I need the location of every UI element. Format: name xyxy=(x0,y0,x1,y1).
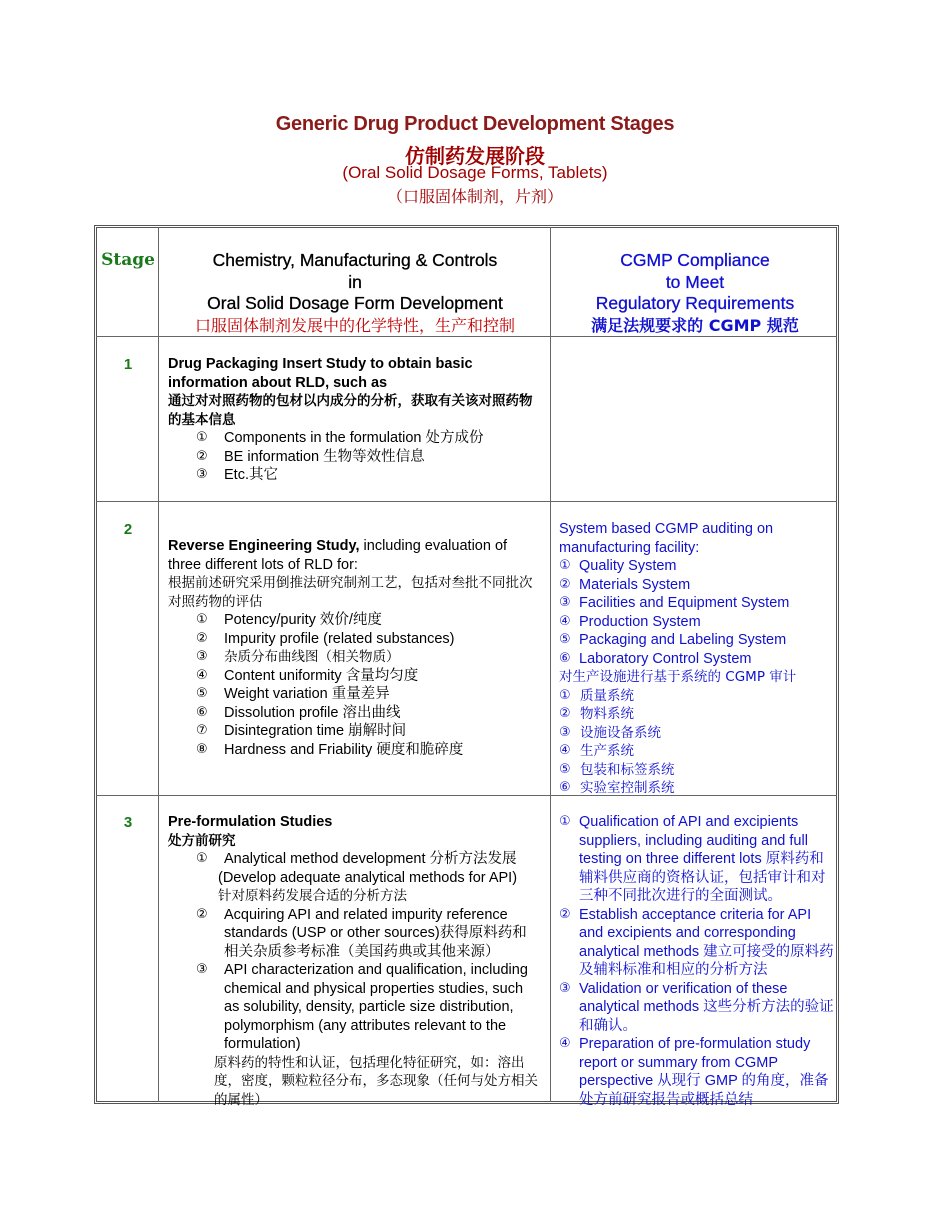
cmc-list-item xyxy=(168,630,544,649)
cgmp-list-item xyxy=(559,576,834,595)
cmc-intro-bold: Reverse Engineering Study, xyxy=(168,538,360,554)
cmc-list-item-text: (Develop adequate analytical methods for API) xyxy=(218,869,518,886)
cgmp-list-item-text: 质量系统 xyxy=(580,687,634,704)
circled-number-marker: ⑥ xyxy=(559,650,571,666)
circled-number-marker: ③ xyxy=(559,980,571,996)
cmc-list-item-text: Impurity profile (related substances) xyxy=(224,630,455,647)
stage-number: 2 xyxy=(123,521,133,538)
cgmp-list-item-text: 物料系统 xyxy=(580,706,634,722)
cgmp-list-item-text: 包装和标签系统 xyxy=(580,761,675,778)
cgmp-list-item-text: Qualification of API and excipients suppliers, including auditing and full testing on three different lots 原料药和辅料供应商的资格认证，包括审计和对三种不同批次进行的全面测试。 xyxy=(579,814,826,904)
cmc-list-item-text: API characterization and qualification, including chemical and physical properties studies, such as solubility, density, particle size distribution, polymorphism (any attributes relevant to the formulation) xyxy=(224,962,528,1052)
cmc-list-item-text: BE information 生物等效性信息 xyxy=(224,448,425,465)
circled-number-marker: ⑤ xyxy=(196,686,208,701)
cgmp-list-item xyxy=(559,631,834,650)
cmc-list-item xyxy=(168,667,544,686)
document-subtitle: (Oral Solid Dosage Forms, Tablets) xyxy=(342,163,608,182)
cgmp-list-item xyxy=(559,557,834,576)
column-divider xyxy=(550,227,551,1102)
row-divider xyxy=(96,336,837,337)
column-divider xyxy=(158,227,159,1102)
cmc-list-item-text: Disintegration time 崩解时间 xyxy=(224,723,407,739)
document-subtitle-cn: （口服固体制剂，片剂） xyxy=(386,187,563,206)
circled-number-marker: ① xyxy=(196,430,208,445)
cgmp-list-item xyxy=(559,742,834,761)
circled-number-marker: ④ xyxy=(559,613,571,629)
cmc-list-item xyxy=(168,611,544,630)
cmc-list-item-text: 杂质分布曲线图（相关物质） xyxy=(224,649,400,665)
cgmp-list-item-text: Laboratory Control System xyxy=(579,650,752,667)
cmc-list-item-text: Content uniformity 含量均匀度 xyxy=(224,667,419,684)
circled-number-marker: ⑥ xyxy=(559,780,571,795)
circled-number-marker: ① xyxy=(559,814,571,829)
cgmp-list-item xyxy=(559,779,834,798)
header-cmc-cn: 口服固体制剂发展中的化学特性，生产和控制 xyxy=(194,315,515,335)
circled-number-marker: ③ xyxy=(196,962,208,977)
circled-number-marker: ② xyxy=(196,630,208,646)
cgmp-list-item xyxy=(559,761,834,780)
cmc-list-item xyxy=(168,429,544,448)
stage-number: 3 xyxy=(123,814,133,831)
circled-number-marker: ② xyxy=(196,906,208,922)
cgmp-list-item-text: 生产系统 xyxy=(580,743,634,759)
circled-number-marker: ⑥ xyxy=(196,704,208,720)
header-cgmp-cn: 满足法规要求的 CGMP 规范 xyxy=(591,315,799,335)
cgmp-cell xyxy=(559,520,834,798)
circled-number-marker: ③ xyxy=(196,649,208,664)
cgmp-system-list xyxy=(559,557,834,668)
circled-number-marker: ④ xyxy=(559,1036,571,1051)
cmc-list-item-text: Dissolution profile 溶出曲线 xyxy=(224,704,401,721)
cmc-intro: Pre-formulation Studies xyxy=(168,814,333,830)
cmc-cell xyxy=(168,355,544,485)
cgmp-list-item-text: Establish acceptance criteria for API and excipients and corresponding analytical methods 建立可接受的原料药及辅料标准和相应的分析方法 xyxy=(579,906,834,978)
cgmp-list-item xyxy=(559,980,834,1036)
cmc-list-item-text: Weight variation 重量差异 xyxy=(224,686,390,702)
cmc-list-item-text: 针对原料药发展合适的分析方法 xyxy=(218,888,407,904)
cgmp-list-item xyxy=(559,594,834,613)
cmc-cell xyxy=(168,537,544,759)
cgmp-action-list xyxy=(559,813,834,1109)
cmc-cell xyxy=(168,813,544,1109)
circled-number-marker: ⑤ xyxy=(559,761,571,777)
cmc-intro xyxy=(168,537,544,574)
cgmp-list-item xyxy=(559,705,834,724)
cgmp-intro: System based CGMP auditing on manufacturing facility: xyxy=(559,521,774,556)
cmc-list-item xyxy=(168,850,544,906)
header-cmc-line: Oral Solid Dosage Form Development xyxy=(207,293,503,313)
cgmp-system-list-cn xyxy=(559,687,834,798)
cmc-list-item xyxy=(168,961,544,1054)
cgmp-list-item xyxy=(559,1035,834,1109)
cmc-list-item xyxy=(168,906,544,962)
document-title-cn: 仿制药发展阶段 xyxy=(405,144,545,168)
cgmp-list-item xyxy=(559,687,834,706)
circled-number-marker: ① xyxy=(559,558,571,573)
cgmp-intro-cn: 对生产设施进行基于系统的 CGMP 审计 xyxy=(559,669,797,685)
header-cmc-line: in xyxy=(348,271,362,292)
stage-number: 1 xyxy=(123,356,133,373)
cgmp-list-item-text: 实验室控制系统 xyxy=(580,780,675,796)
cmc-list-item-text: Acquiring API and related impurity reference standards (USP or other sources)获得原料药和相关杂质参考标准（美国药典或其他来源） xyxy=(224,906,527,960)
circled-number-marker: ② xyxy=(196,448,208,464)
cmc-list-item xyxy=(168,722,544,741)
cmc-intro: Drug Packaging Insert Study to obtain basic information about RLD, such as xyxy=(168,356,473,391)
header-cmc xyxy=(160,250,550,336)
cmc-list-item xyxy=(168,648,544,667)
cmc-list-item xyxy=(168,704,544,723)
circled-number-marker: ② xyxy=(559,706,571,721)
cmc-intro-rest: including evaluation of three different lots of RLD for: xyxy=(168,538,508,573)
row-divider xyxy=(96,501,837,502)
cmc-list-item-text: Analytical method development 分析方法发展 xyxy=(224,851,517,867)
cgmp-list-item-text: Quality System xyxy=(579,558,677,574)
circled-number-marker: ① xyxy=(196,851,208,866)
circled-number-marker: ① xyxy=(559,687,571,703)
cmc-intro-cn: 处方前研究 xyxy=(168,832,236,849)
circled-number-marker: ② xyxy=(559,576,571,592)
cgmp-list-item xyxy=(559,650,834,669)
circled-number-marker: ③ xyxy=(559,724,571,740)
cgmp-list-item-text: Materials System xyxy=(579,576,691,593)
cmc-intro-cn: 通过对对照药物的包材以内成分的分析，获取有关该对照药物的基本信息 xyxy=(168,393,533,428)
cgmp-cell xyxy=(559,813,834,1109)
cgmp-list-item-text: 设施设备系统 xyxy=(580,724,661,741)
circled-number-marker: ④ xyxy=(196,667,208,683)
header-cgmp-line: CGMP Compliance xyxy=(620,250,770,270)
header-cgmp xyxy=(552,250,838,336)
header-cgmp-line: Regulatory Requirements xyxy=(595,293,795,313)
cgmp-list-item xyxy=(559,724,834,743)
cgmp-list-item-text: Preparation of pre-formulation study report or summary from CGMP perspective 从现行 GMP 的角度，准备处方前研究报告或概括总结 xyxy=(579,1036,829,1108)
circled-number-marker: ⑤ xyxy=(559,632,571,647)
header-cmc-line: Chemistry, Manufacturing & Controls xyxy=(212,250,498,270)
circled-number-marker: ④ xyxy=(559,743,571,758)
cmc-trail-cn: 原料药的特性和认证，包括理化特征研究，如：溶出度，密度，颗粒粒径分布，多态现象（任何与处方相关的属性） xyxy=(214,1054,538,1108)
cmc-list-item-text: Components in the formulation 处方成份 xyxy=(224,430,484,446)
circled-number-marker: ① xyxy=(196,612,208,627)
cgmp-list-item xyxy=(559,906,834,980)
circled-number-marker: ③ xyxy=(196,467,208,482)
circled-number-marker: ③ xyxy=(559,595,571,610)
cgmp-list-item-text: Facilities and Equipment System xyxy=(579,595,790,611)
cgmp-list-item-text: Production System xyxy=(579,613,701,630)
cgmp-list-item-text: Packaging and Labeling System xyxy=(579,632,787,648)
cmc-list-item xyxy=(168,741,544,760)
cmc-intro-cn: 根据前述研究采用倒推法研究制剂工艺，包括对叁批不同批次对照药物的评估 xyxy=(168,575,533,610)
header-cgmp-line: to Meet xyxy=(665,271,725,292)
header-stage: Stage xyxy=(101,250,155,270)
cmc-list-item-text: Etc.其它 xyxy=(224,467,278,483)
cmc-list-item xyxy=(168,448,544,467)
cmc-list-item-text: Hardness and Friability 硬度和脆碎度 xyxy=(224,741,464,758)
document-title: Generic Drug Product Development Stages xyxy=(275,113,675,135)
circled-number-marker: ⑧ xyxy=(196,741,208,757)
cgmp-list-item xyxy=(559,813,834,906)
cgmp-list-item xyxy=(559,613,834,632)
circled-number-marker: ⑦ xyxy=(196,723,208,738)
cmc-list-item xyxy=(168,466,544,485)
circled-number-marker: ② xyxy=(559,906,571,922)
cmc-list-item-text: Potency/purity 效价/纯度 xyxy=(224,612,382,628)
cgmp-list-item-text: Validation or verification of these analytical methods 这些分析方法的验证和确认。 xyxy=(579,980,834,1034)
cmc-list-item xyxy=(168,685,544,704)
